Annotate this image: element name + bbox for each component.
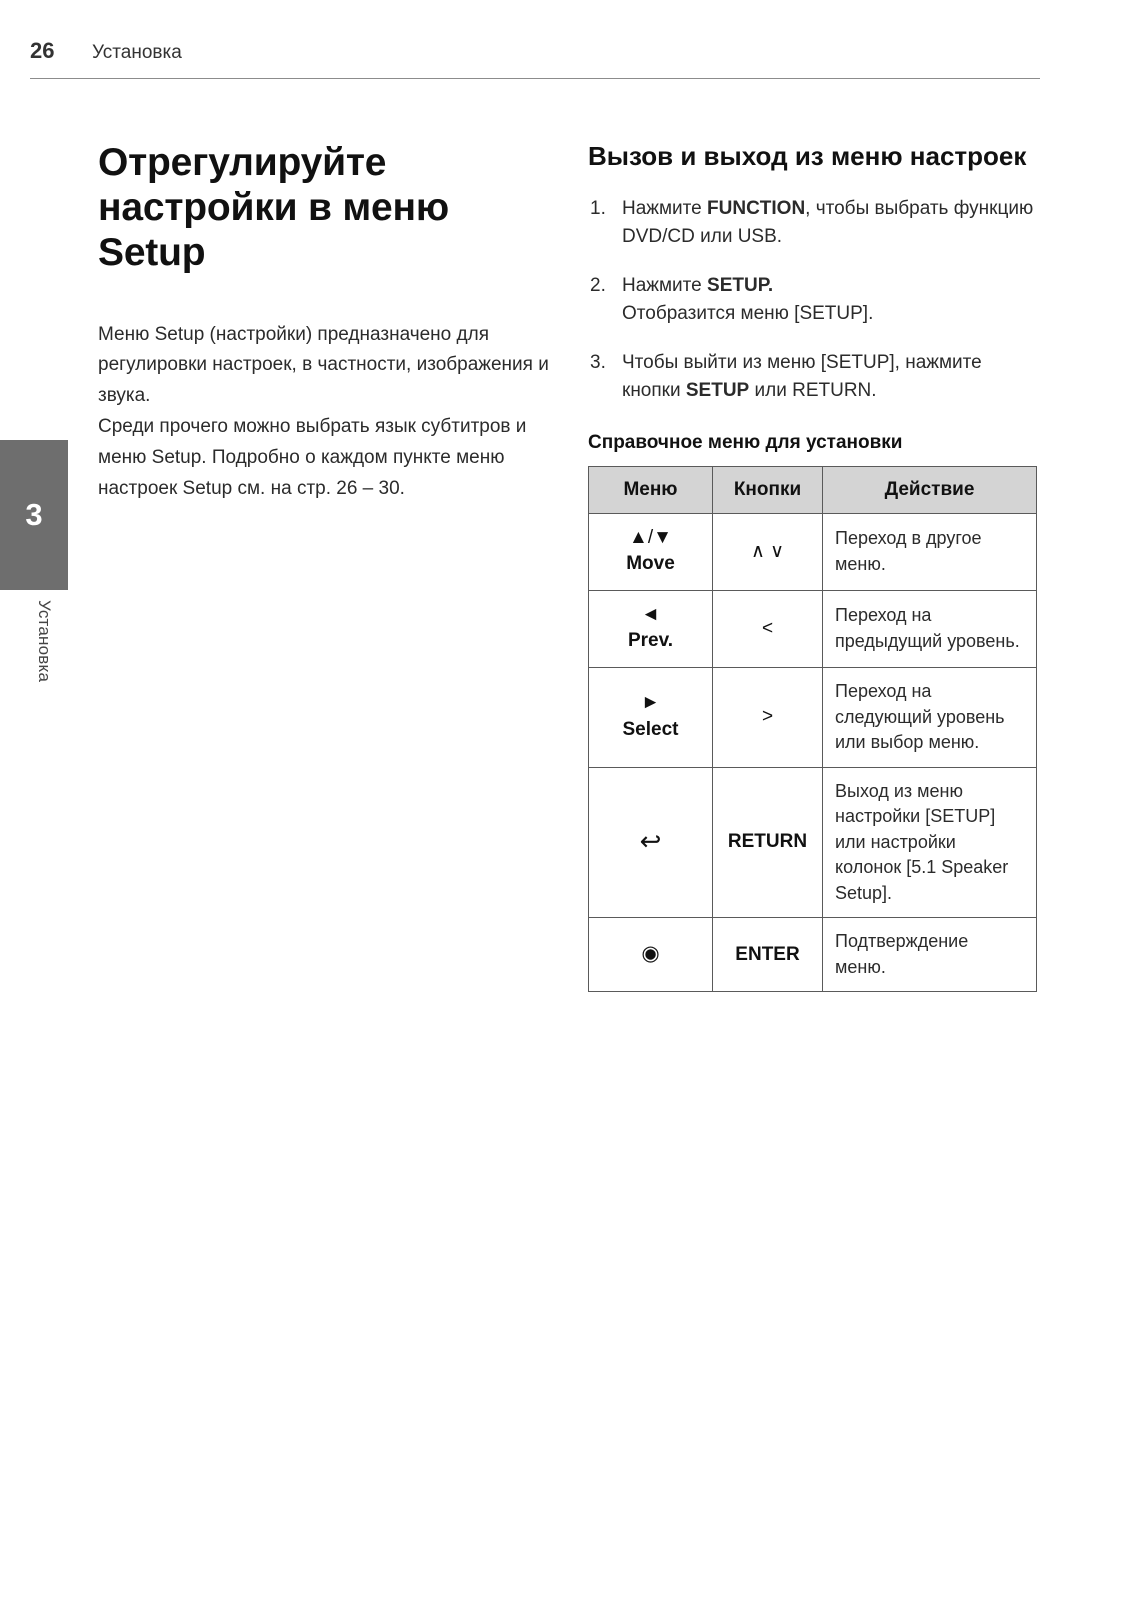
table-cell-action: Переход на предыдущий уровень.	[823, 590, 1037, 667]
right-column	[588, 140, 1040, 992]
table-row	[589, 513, 1037, 590]
table-cell-action: Подтверждение меню.	[823, 918, 1037, 992]
chapter-tab-number: 3	[25, 497, 43, 532]
step-item	[588, 272, 1040, 329]
table-header-menu: Меню	[589, 466, 713, 513]
table-row	[589, 767, 1037, 918]
table-cell-menu	[589, 918, 713, 992]
direction-arrow-icon: ▲/▼	[629, 526, 672, 548]
table-row	[589, 590, 1037, 667]
page-header	[30, 38, 1040, 64]
table-cell-keys: RETURN	[713, 767, 823, 918]
direction-arrow-icon: ◄	[641, 603, 660, 625]
table-row	[589, 918, 1037, 992]
reference-table	[588, 466, 1037, 993]
table-cell-keys: ENTER	[713, 918, 823, 992]
table-cell-menu-label: Move	[626, 553, 675, 575]
page-number: 26	[30, 38, 55, 63]
step-item	[588, 195, 1040, 252]
step-number: 1.	[590, 197, 606, 219]
header-divider	[30, 78, 1040, 79]
step-item	[588, 349, 1040, 406]
section-title: Вызов и выход из меню настроек	[588, 141, 1027, 171]
table-cell-action: Выход из меню настройки [SETUP] или настройки колонок [5.1 Speaker Setup].	[823, 767, 1037, 918]
step-number: 3.	[590, 351, 606, 373]
table-body	[589, 513, 1037, 992]
chapter-tab-label: Установка	[35, 600, 54, 683]
table-header-action: Действие	[823, 466, 1037, 513]
table-header-row	[589, 466, 1037, 513]
page-title: Отрегулируйте настройки в меню Setup	[98, 141, 449, 275]
intro-paragraph	[98, 320, 553, 505]
table-header-keys: Кнопки	[713, 466, 823, 513]
table-cell-menu	[589, 667, 713, 767]
steps-list	[588, 195, 1040, 406]
direction-arrow-icon: ►	[641, 692, 660, 714]
table-row	[589, 667, 1037, 767]
table-cell-menu	[589, 767, 713, 918]
table-cell-keys: <	[713, 590, 823, 667]
table-cell-menu	[589, 590, 713, 667]
chapter-tab	[0, 440, 68, 590]
intro-paragraph-text: Меню Setup (настройки) предназначено для регулировки настроек, в частности, изображения и звука. Среди прочего можно выбрать язык субтитров и меню Setup. Подробно о каждом пункте меню настроек Setup см. на стр. 26 – 30.	[98, 323, 549, 499]
table-cell-keys: ∧ ∨	[713, 513, 823, 590]
table-cell-menu-label: Select	[622, 718, 679, 740]
left-column	[98, 140, 553, 504]
enter-dot-icon: ◉	[641, 941, 660, 965]
return-arrow-icon: ↩	[639, 825, 662, 856]
table-cell-menu	[589, 513, 713, 590]
table-cell-action: Переход на следующий уровень или выбор меню.	[823, 667, 1037, 767]
header-section-title: Установка	[92, 42, 182, 63]
table-cell-action: Переход в другое меню.	[823, 513, 1037, 590]
table-cell-keys: >	[713, 667, 823, 767]
step-text: Нажмите SETUP. Отобразится меню [SETUP].	[622, 274, 874, 324]
table-caption: Справочное меню для установки	[588, 431, 903, 453]
step-number: 2.	[590, 274, 606, 296]
step-text: Чтобы выйти из меню [SETUP], нажмите кнопки SETUP или RETURN.	[622, 351, 982, 401]
table-cell-menu-label: Prev.	[627, 630, 674, 652]
step-text: Нажмите FUNCTION, чтобы выбрать функцию DVD/CD или USB.	[622, 197, 1034, 247]
